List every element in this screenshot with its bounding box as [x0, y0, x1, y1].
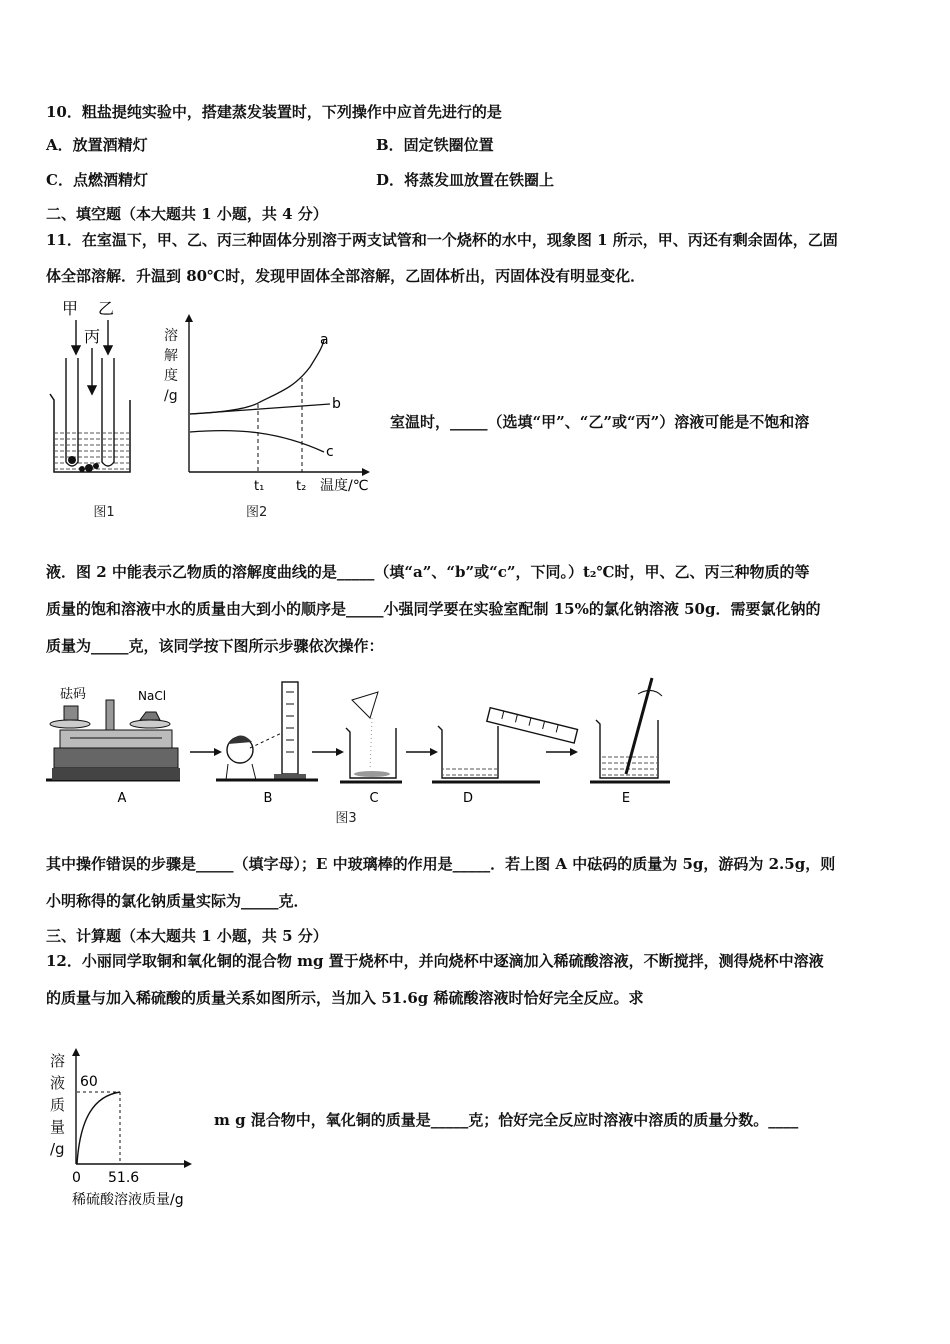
- q11-line3: 液．图 2 中能表示乙物质的溶解度曲线的是_____（填“a”、“b”或“c”，下同。）t₂℃时，甲、乙、丙三种物质的等: [46, 563, 810, 581]
- fig4-y-axis-label: [50, 1052, 65, 1158]
- fig1-caption: 图1: [93, 505, 115, 520]
- fig2-curve-c-label: c: [326, 444, 334, 460]
- fig4-curve: [77, 1092, 120, 1164]
- section2-title: 二、填空题（本大题共 1 小题，共 4 分）: [46, 205, 328, 223]
- fig2-x-axis-label: 温度/℃: [320, 478, 369, 494]
- step-a-balance: [46, 686, 180, 780]
- figure-4-mass-chart: [44, 1048, 214, 1214]
- figure-2-solubility-chart: [160, 312, 390, 524]
- section3-title: 三、计算题（本大题共 1 小题，共 5 分）: [46, 927, 328, 945]
- fig3-caption: 图3: [335, 811, 357, 826]
- fig4-x-value: 51.6: [108, 1170, 140, 1186]
- fig1-label-bing: 丙: [83, 327, 101, 346]
- q12-line1: 12．小丽同学取铜和氧化铜的混合物 mg 置于烧杯中，并向烧杯中逐滴加入稀硫酸溶液，不断搅拌，测得烧杯中溶液: [46, 952, 824, 970]
- figure-1-test-tubes: [44, 292, 154, 524]
- fig2-curve-b-label: b: [332, 396, 341, 412]
- svg-text:溶: 溶: [164, 328, 178, 344]
- fig3-step-a-label: A: [117, 791, 127, 806]
- fig3-step-b-label: B: [263, 791, 273, 806]
- figure-3-procedure: [40, 670, 690, 828]
- fig3-step-e-label: E: [621, 791, 631, 806]
- fig3-weight-label: 砝码: [60, 687, 87, 702]
- step-c-adding-solid: [340, 692, 402, 782]
- fig2-caption: 图2: [246, 505, 268, 520]
- fig2-curve-c: [190, 431, 324, 452]
- q11-stem-line2: 体全部溶解．升温到 80℃时，发现甲固体全部溶解，乙固体析出，丙固体没有明显变化．: [46, 267, 646, 285]
- fig1-label-yi: 乙: [97, 299, 115, 318]
- q12-side-text: m g 混合物中，氧化铜的质量是_____克；恰好完全反应时溶液中溶质的质量分数。____: [214, 1111, 799, 1129]
- fig4-x-axis-label: 稀硫酸溶液质量/g: [72, 1192, 184, 1208]
- fig3-step-d-label: D: [462, 791, 474, 806]
- step-d-adding-water: [432, 708, 578, 782]
- q10-stem: 10．粗盐提纯实验中，搭建蒸发装置时，下列操作中应首先进行的是: [46, 103, 502, 121]
- svg-text:/g: /g: [164, 388, 178, 404]
- q10-option-a: A．放置酒精灯: [46, 136, 148, 154]
- fig4-y-value: 60: [80, 1074, 98, 1090]
- svg-text:质: 质: [50, 1096, 66, 1114]
- q11-line5: 质量为_____克，该同学按下图所示步骤依次操作：: [46, 637, 384, 655]
- q10-option-d: D．将蒸发皿放置在铁圈上: [376, 171, 555, 189]
- q11-side-text: 室温时，_____（选填“甲”、“乙”或“丙”）溶液可能是不饱和溶: [390, 413, 810, 431]
- svg-text:/g: /g: [50, 1140, 65, 1158]
- fig2-y-axis-label: [164, 327, 178, 404]
- fig2-curve-a: [190, 340, 324, 414]
- q11-line4: 质量的饱和溶液中水的质量由大到小的顺序是_____小强同学要在实验室配制 15%的氯化钠溶液 50g．需要氯化钠的: [46, 600, 821, 618]
- q11-line7: 小明称得的氯化钠质量实际为_____克．: [46, 892, 309, 910]
- fig2-t1-label: t₁: [254, 479, 265, 494]
- fig3-nacl-label: NaCl: [138, 689, 167, 703]
- fig2-t2-label: t₂: [296, 479, 307, 494]
- svg-text:液: 液: [50, 1074, 66, 1092]
- svg-text:解: 解: [164, 348, 178, 364]
- q10-option-b: B．固定铁圈位置: [376, 136, 494, 154]
- q12-line2: 的质量与加入稀硫酸的质量关系如图所示，当加入 51.6g 稀硫酸溶液时恰好完全反应。求: [46, 989, 644, 1007]
- q10-option-c: C．点燃酒精灯: [46, 171, 148, 189]
- svg-text:度: 度: [164, 368, 178, 384]
- q11-line6: 其中操作错误的步骤是_____（填字母）；E 中玻璃棒的作用是_____．若上图 A 中砝码的质量为 5g，游码为 2.5g，则: [46, 855, 836, 873]
- svg-text:量: 量: [50, 1118, 66, 1136]
- svg-text:溶: 溶: [50, 1052, 66, 1070]
- fig2-curve-a-label: a: [320, 332, 329, 348]
- fig3-step-c-label: C: [369, 791, 379, 806]
- q11-stem-line1: 11．在室温下，甲、乙、丙三种固体分别溶于两支试管和一个烧杯的水中，现象图 1 所示，甲、丙还有剩余固体，乙固: [46, 231, 838, 249]
- fig2-curve-b: [190, 404, 330, 414]
- step-b-reading-cylinder: [216, 682, 318, 780]
- step-e-stirring: [590, 678, 670, 782]
- fig1-label-jia: 甲: [61, 299, 79, 318]
- fig4-origin: 0: [72, 1170, 81, 1186]
